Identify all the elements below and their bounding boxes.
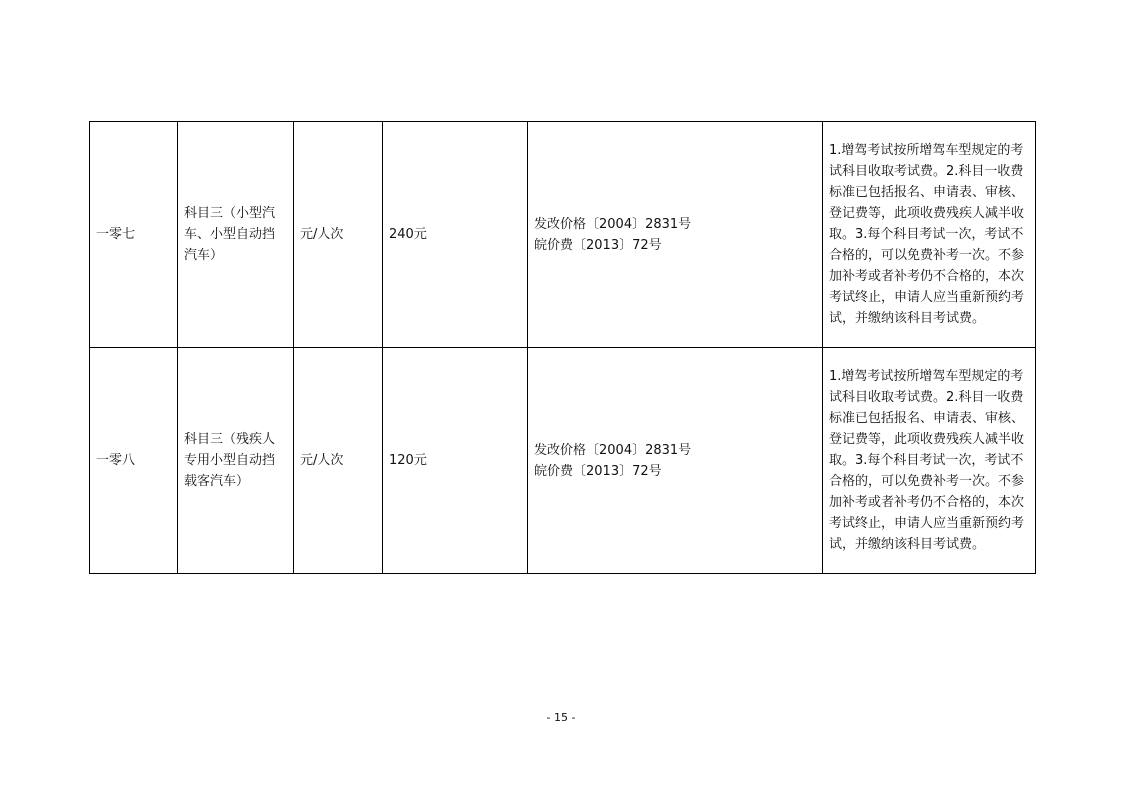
item-note: 1.增驾考试按所增驾车型规定的考试科目收取考试费。2.科目一收费标准已包括报名、申请表、审核、登记费等，此项收费残疾人减半收取。3.每个科目考试一次，考试不合格的，可以免费补考一次。不参加补考或者补考仍不合格的，本次考试终止，申请人应当重新预约考试，并缴纳该科目考试费。 [823,348,1036,574]
item-basis [528,348,823,574]
fee-table [89,121,1036,574]
item-note: 1.增驾考试按所增驾车型规定的考试科目收取考试费。2.科目一收费标准已包括报名、申请表、审核、登记费等，此项收费残疾人减半收取。3.每个科目考试一次，考试不合格的，可以免费补考一次。不参加补考或者补考仍不合格的，本次考试终止，申请人应当重新预约考试，并缴纳该科目考试费。 [823,122,1036,348]
page-number: - 15 - [546,711,576,724]
basis-line: 皖价费〔2013〕72号 [534,237,662,253]
item-subject: 科目三（残疾人专用小型自动挡载客汽车） [178,348,294,574]
basis-line: 发改价格〔2004〕2831号 [534,442,692,458]
item-unit: 元/人次 [294,122,383,348]
basis-line: 皖价费〔2013〕72号 [534,463,662,479]
table-row [90,348,1036,574]
item-subject: 科目三（小型汽车、小型自动挡汽车） [178,122,294,348]
item-price: 120元 [383,348,528,574]
item-unit: 元/人次 [294,348,383,574]
item-basis [528,122,823,348]
basis-line: 发改价格〔2004〕2831号 [534,216,692,232]
item-number: 一零七 [90,122,178,348]
table-row [90,122,1036,348]
item-price: 240元 [383,122,528,348]
item-number: 一零八 [90,348,178,574]
